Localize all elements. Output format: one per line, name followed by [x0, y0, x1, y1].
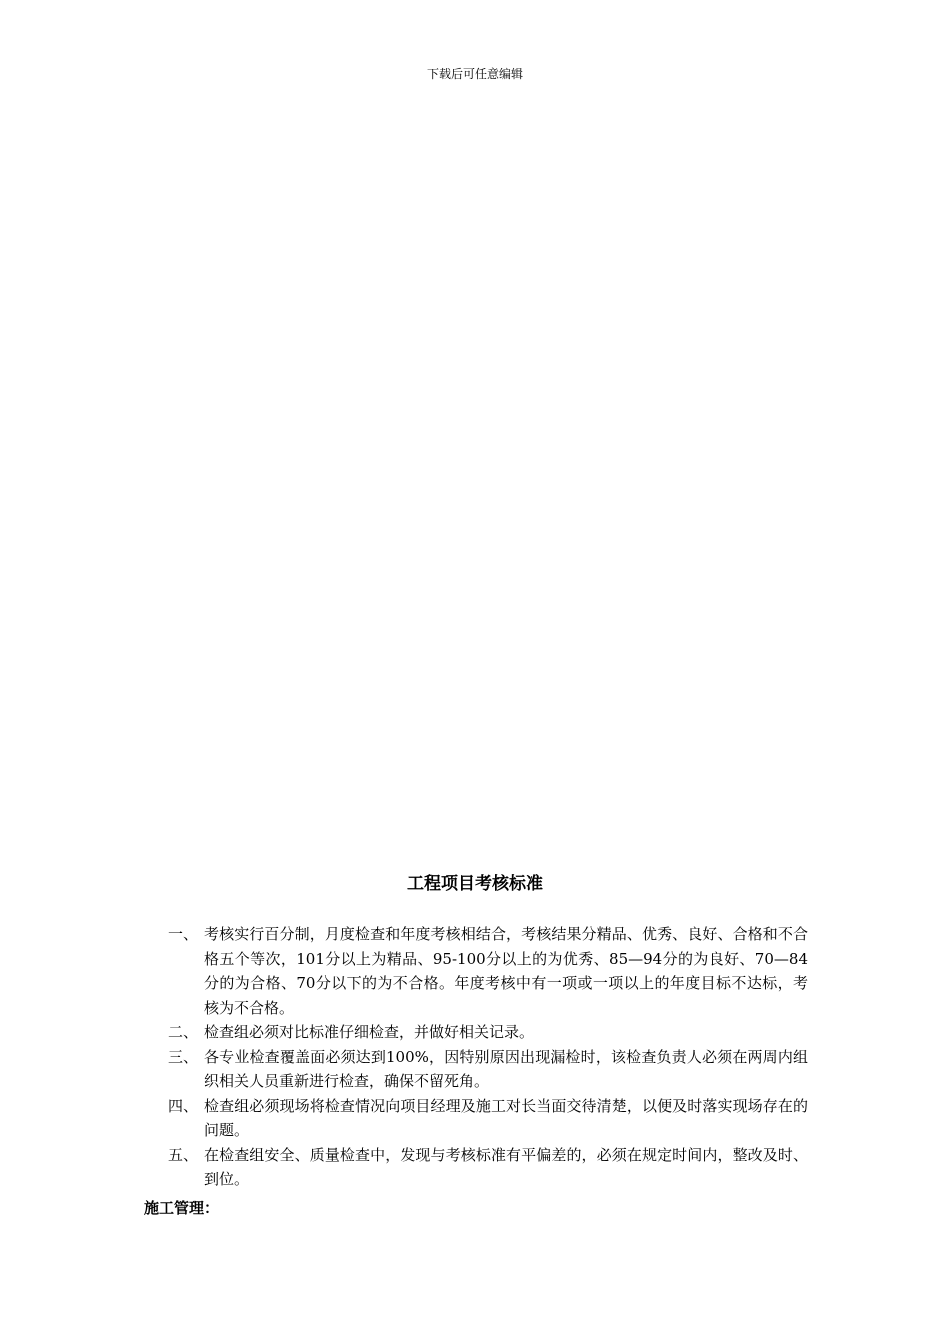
rule-item-2 — [168, 1020, 808, 1045]
rule-number: 三、 — [168, 1047, 199, 1066]
rule-number: 二、 — [168, 1023, 199, 1041]
rule-item-3 — [168, 1045, 808, 1094]
rule-item-5 — [168, 1143, 808, 1192]
rule-text: 考核实行百分制，月度检查和年度考核相结合，考核结果分精品、优秀、良好、合格和不合格五个等次，101分以上为精品、95-100分以上的为优秀、85—94分的为良好、70—84分的为合格、70分以下的为不合格。年度考核中有一项或一项以上的年度目标不达标，考核为不合格。 — [204, 925, 808, 1017]
rule-number: 一、 — [168, 925, 199, 943]
rule-number: 四、 — [168, 1096, 199, 1115]
page-header-note: 下载后可任意编辑 — [426, 67, 523, 81]
document-title: 工程项目考核标准 — [407, 874, 543, 894]
assessment-rules-list — [168, 922, 808, 1192]
rule-text: 在检查组安全、质量检查中，发现与考核标准有平偏差的，必须在规定时间内，整改及时、到位。 — [204, 1145, 808, 1188]
rule-item-1 — [168, 922, 808, 1020]
rule-text: 检查组必须对比标准仔细检查，并做好相关记录。 — [204, 1023, 535, 1041]
rule-item-4 — [168, 1094, 808, 1143]
rule-text: 各专业检查覆盖面必须达到100%，因特别原因出现漏检时，该检查负责人必须在两周内组织相关人员重新进行检查，确保不留死角。 — [204, 1047, 808, 1090]
section-heading-construction-management: 施工管理： — [144, 1199, 220, 1217]
rule-text: 检查组必须现场将检查情况向项目经理及施工对长当面交待清楚，以便及时落实现场存在的问题。 — [204, 1096, 808, 1139]
rule-number: 五、 — [168, 1145, 199, 1164]
